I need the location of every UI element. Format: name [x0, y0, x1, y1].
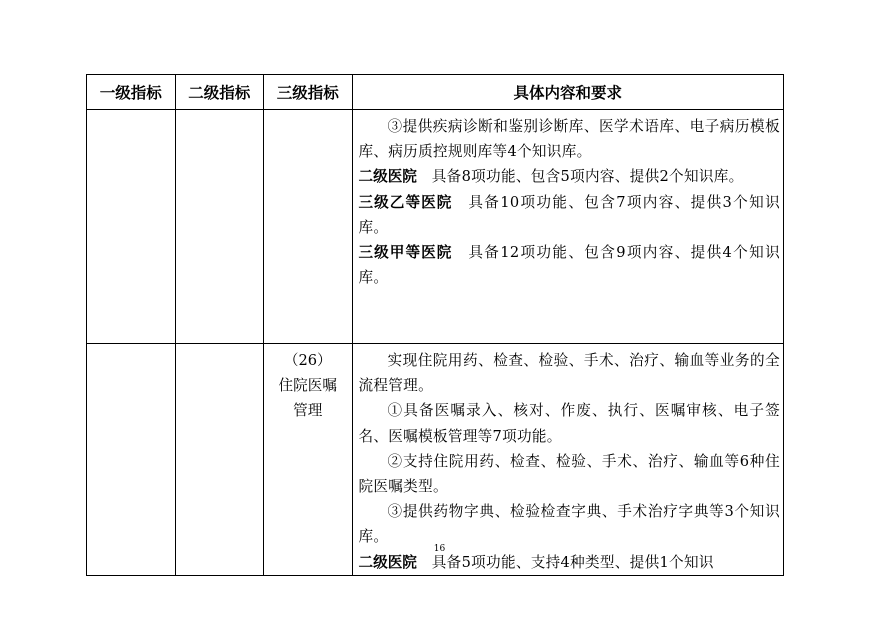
content-text	[353, 110, 784, 290]
indicator-name: 住院医嘱	[278, 377, 337, 395]
hospital-level-text: 具备12项功能、包含9项内容、提供4个知识库。	[358, 244, 780, 287]
indicator-number: （26）	[283, 352, 332, 369]
table-header-row	[87, 75, 784, 110]
content-paragraph: 实现住院用药、检查、检验、手术、治疗、输血等业务的全流程管理。	[358, 352, 780, 395]
hospital-level-text: 具备5项功能、支持4种类型、提供1个知识	[416, 553, 714, 571]
cell-level1	[87, 344, 176, 576]
content-paragraph: ③提供疾病诊断和鉴别诊断库、医学术语库、电子病历模板库、病历质控规则库等4个知识库。	[358, 118, 780, 161]
cell-level2	[175, 344, 264, 576]
header-level3: 三级指标	[264, 75, 353, 110]
hospital-level-text: 具备8项功能、包含5项内容、提供2个知识库。	[416, 168, 744, 186]
cell-content	[352, 110, 784, 344]
cell-level2	[175, 110, 264, 344]
table-row	[87, 110, 784, 344]
hospital-level-requirement	[359, 240, 781, 290]
content-text	[353, 344, 784, 575]
content-paragraph: ③提供药物字典、检验检查字典、手术治疗字典等3个知识库。	[358, 503, 780, 546]
indicator-name-cont: 管理	[293, 402, 323, 420]
page-number: 16	[433, 544, 446, 554]
hospital-level-label: 二级医院	[358, 553, 417, 571]
header-level1: 一级指标	[87, 75, 176, 110]
header-content: 具体内容和要求	[352, 75, 784, 110]
cell-level1	[87, 110, 176, 344]
hospital-level-text: 具备10项功能、包含7项内容、提供3个知识库。	[358, 193, 780, 236]
content-paragraph: ①具备医嘱录入、核对、作废、执行、医嘱审核、电子签名、医嘱模板管理等7项功能。	[358, 402, 780, 445]
cell-level3	[264, 344, 353, 576]
hospital-level-requirement	[359, 164, 781, 189]
content-paragraph: ②支持住院用药、检查、检验、手术、治疗、输血等6种住院医嘱类型。	[358, 452, 780, 496]
table-row	[87, 344, 784, 576]
hospital-level-label: 二级医院	[358, 168, 417, 186]
hospital-level-requirement	[359, 190, 781, 240]
cell-level3	[264, 110, 353, 344]
hospital-level-label: 三级甲等医院	[358, 244, 453, 262]
header-level2: 二级指标	[175, 75, 264, 110]
cell-content	[352, 344, 784, 576]
hospital-level-label: 三级乙等医院	[358, 193, 453, 211]
indicator-table	[86, 74, 784, 576]
